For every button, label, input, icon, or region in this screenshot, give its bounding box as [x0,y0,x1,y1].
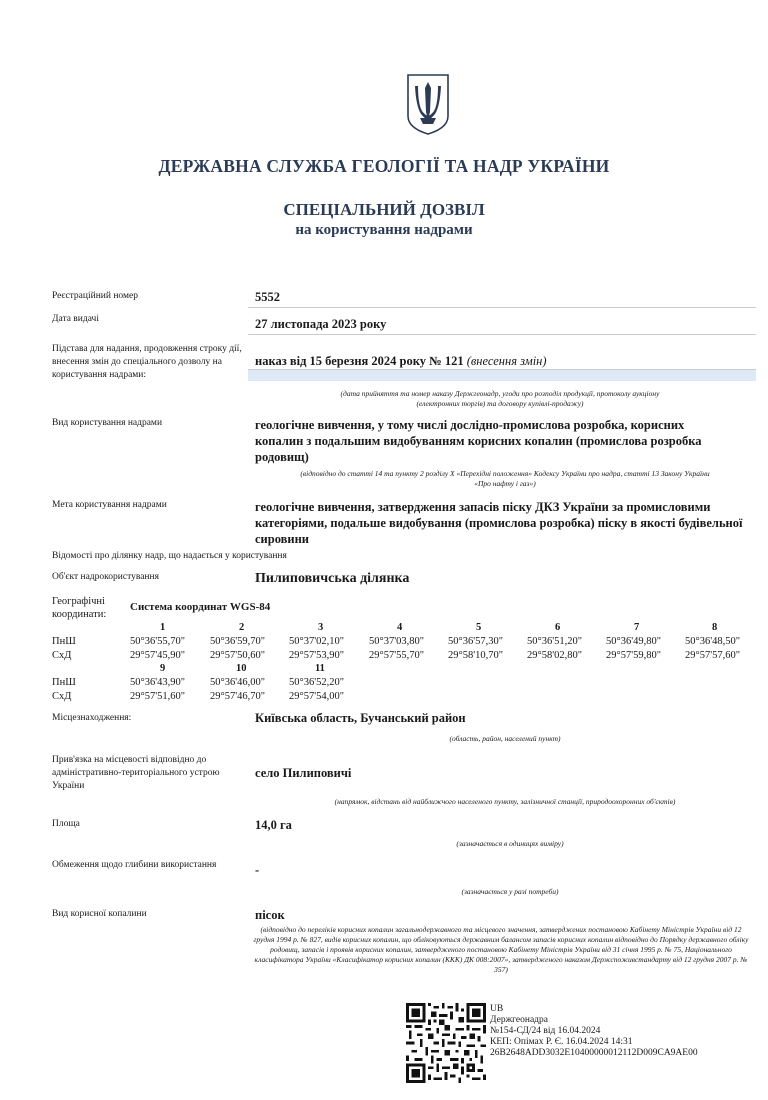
signature-line: Держгеонадра [490,1015,548,1025]
purpose-value: геологічне вивчення, затвердження запасів піску ДКЗ України за промисловими категоріями, подальше видобування (промислова розробка) піску в якості будівельної сировини [255,500,743,546]
coord-system: Система координат WGS-84 [130,601,271,613]
lat-row-label: ПнШ [52,677,76,688]
depth-value: - [255,863,260,877]
point-lon: 29°57'46,70" [210,691,266,702]
binding-value: село Пилиповичі [255,766,352,780]
signature-line: 26B2648ADD3032E10400000012112D009CA9AE00 [490,1048,698,1058]
point-lat: 50°36'49,80" [606,636,662,647]
point-number: 7 [634,622,640,633]
lat-row-label: ПнШ [52,636,76,647]
point-number: 1 [160,622,166,633]
basis-extra: (внесення змін) [466,354,547,368]
basis-value [255,353,547,369]
point-lon: 29°57'53,90" [289,650,345,661]
point-number: 4 [397,622,403,633]
object-label: Об'єкт надрокористування [52,572,159,582]
lon-row-label: СхД [52,691,72,702]
location-label: Місцезнаходження: [52,713,132,723]
highlight-band [248,370,756,381]
point-lat: 50°36'51,20" [527,636,583,647]
qr-code-icon [406,1003,486,1083]
point-lon: 29°57'45,90" [130,650,186,661]
issue-date-label: Дата видачі [52,314,99,324]
point-lon: 29°57'50,60" [210,650,266,661]
mineral-label: Вид корисної копалини [52,909,147,919]
site-info-label: Відомості про ділянку надр, що надається у користування [52,551,287,561]
point-number: 5 [476,622,482,633]
signature-line: №154-СД/24 від 16.04.2024 [490,1026,601,1036]
area-label: Площа [52,819,80,829]
point-lon: 29°57'55,70" [369,650,425,661]
basis-label: Підстава для надання, продовження строку дії, внесення змін до спеціального дозволу на користування надрами: [52,344,242,380]
point-number: 8 [712,622,718,633]
binding-note: (напрямок, відстань від найближчого населеного пункту, залізничної станції, природоохоронних об'єктів) [334,797,676,806]
binding-label: Прив'язка на місцевості відповідно до адміністративно-територіального устрою України [52,755,220,791]
point-lat: 50°36'43,90" [130,677,186,688]
depth-label: Обмеження щодо глибини використання [52,860,217,870]
divider [248,307,756,308]
area-note: (зазначається в одиницях виміру) [456,839,564,848]
point-lon: 29°58'10,70" [448,650,504,661]
reg-number-value: 5552 [255,290,280,304]
signature-line: КЕП: Опімах Р. Є. 16.04.2024 14:31 [490,1037,633,1047]
use-type-value: геологічне вивчення, у тому числі дослідно-промислова розробка, корисних копалин з подальшим видобуванням корисних копалин (промислова розробка родовищ) [255,418,702,464]
e-signature-block [490,1004,698,1059]
point-number: 9 [160,663,166,674]
point-lat: 50°36'55,70" [130,636,186,647]
point-lon: 29°57'57,60" [685,650,741,661]
point-lon: 29°57'51,60" [130,691,186,702]
reg-number-label: Реєстраційний номер [52,291,138,301]
document-subtitle: на користування надрами [295,222,473,238]
point-lat: 50°36'59,70" [210,636,266,647]
trident-coat-of-arms-icon [405,72,451,136]
area-value: 14,0 га [255,818,292,832]
point-number: 11 [315,663,325,674]
basis-order: наказ від 15 березня 2024 року № 121 [255,354,464,368]
signature-line: UB [490,1004,504,1014]
mineral-value: пісок [255,908,285,922]
geo-label: Географічні координати: [52,596,107,620]
point-number: 2 [239,622,245,633]
point-number: 6 [555,622,561,633]
point-lat: 50°37'02,10" [289,636,345,647]
purpose-label: Мета користування надрами [52,500,167,510]
point-number: 3 [318,622,324,633]
point-lon: 29°57'54,00" [289,691,345,702]
basis-note: (дата прийняття та номер наказу Держгеонадр, угоди про розподіл продукції, протоколу аукціону (електронних торгів) та договору купівлі-продажу) [340,389,660,408]
use-type-note: (відповідно до статті 14 та пункту 2 розділу X «Перехідні положення» Кодексу України про надра, статті 13 Закону України «Про нафту і газ») [300,469,710,488]
point-lat: 50°37'03,80" [369,636,425,647]
point-lat: 50°36'57,30" [448,636,504,647]
divider [248,334,756,335]
point-lat: 50°36'48,50" [685,636,741,647]
point-lat: 50°36'46,00" [210,677,266,688]
use-type-label: Вид користування надрами [52,418,163,428]
object-value: Пилиповичська ділянка [255,571,410,586]
point-number: 10 [236,663,247,674]
issue-date-value: 27 листопада 2023 року [255,317,387,331]
mineral-note: (відповідно до переліків корисних копалин загальнодержавного та місцевого значення, затверджених постановою Кабінету Міністрів України від 12 грудня 1994 р. № 827, видів корисних копалин, що обліковуються державним балансом запасів корисних копалин відповідно до Порядку державного обліку родовищ, запасів і проявів корисних копалин, затвердженого постановою Кабінету Міністрів України від 31 січня 1995 р. № 75, Національного класифікатора України «Класифікатор корисних копалин (ККК) ДК 008:2007», затвердженого наказом Держспоживстандарту від 12 грудня 2007 р. № 357) [253,925,749,974]
agency-title: ДЕРЖАВНА СЛУЖБА ГЕОЛОГІЇ ТА НАДР УКРАЇНИ [158,156,610,176]
point-lon: 29°57'59,80" [606,650,662,661]
depth-note: (зазначається у разі потреби) [461,887,559,896]
lon-row-label: СхД [52,650,72,661]
document-title: СПЕЦІАЛЬНИЙ ДОЗВІЛ [283,200,485,219]
point-lat: 50°36'52,20" [289,677,345,688]
location-note: (область, район, населений пункт) [449,734,561,743]
location-value: Київська область, Бучанський район [255,711,466,725]
point-lon: 29°58'02,80" [527,650,583,661]
